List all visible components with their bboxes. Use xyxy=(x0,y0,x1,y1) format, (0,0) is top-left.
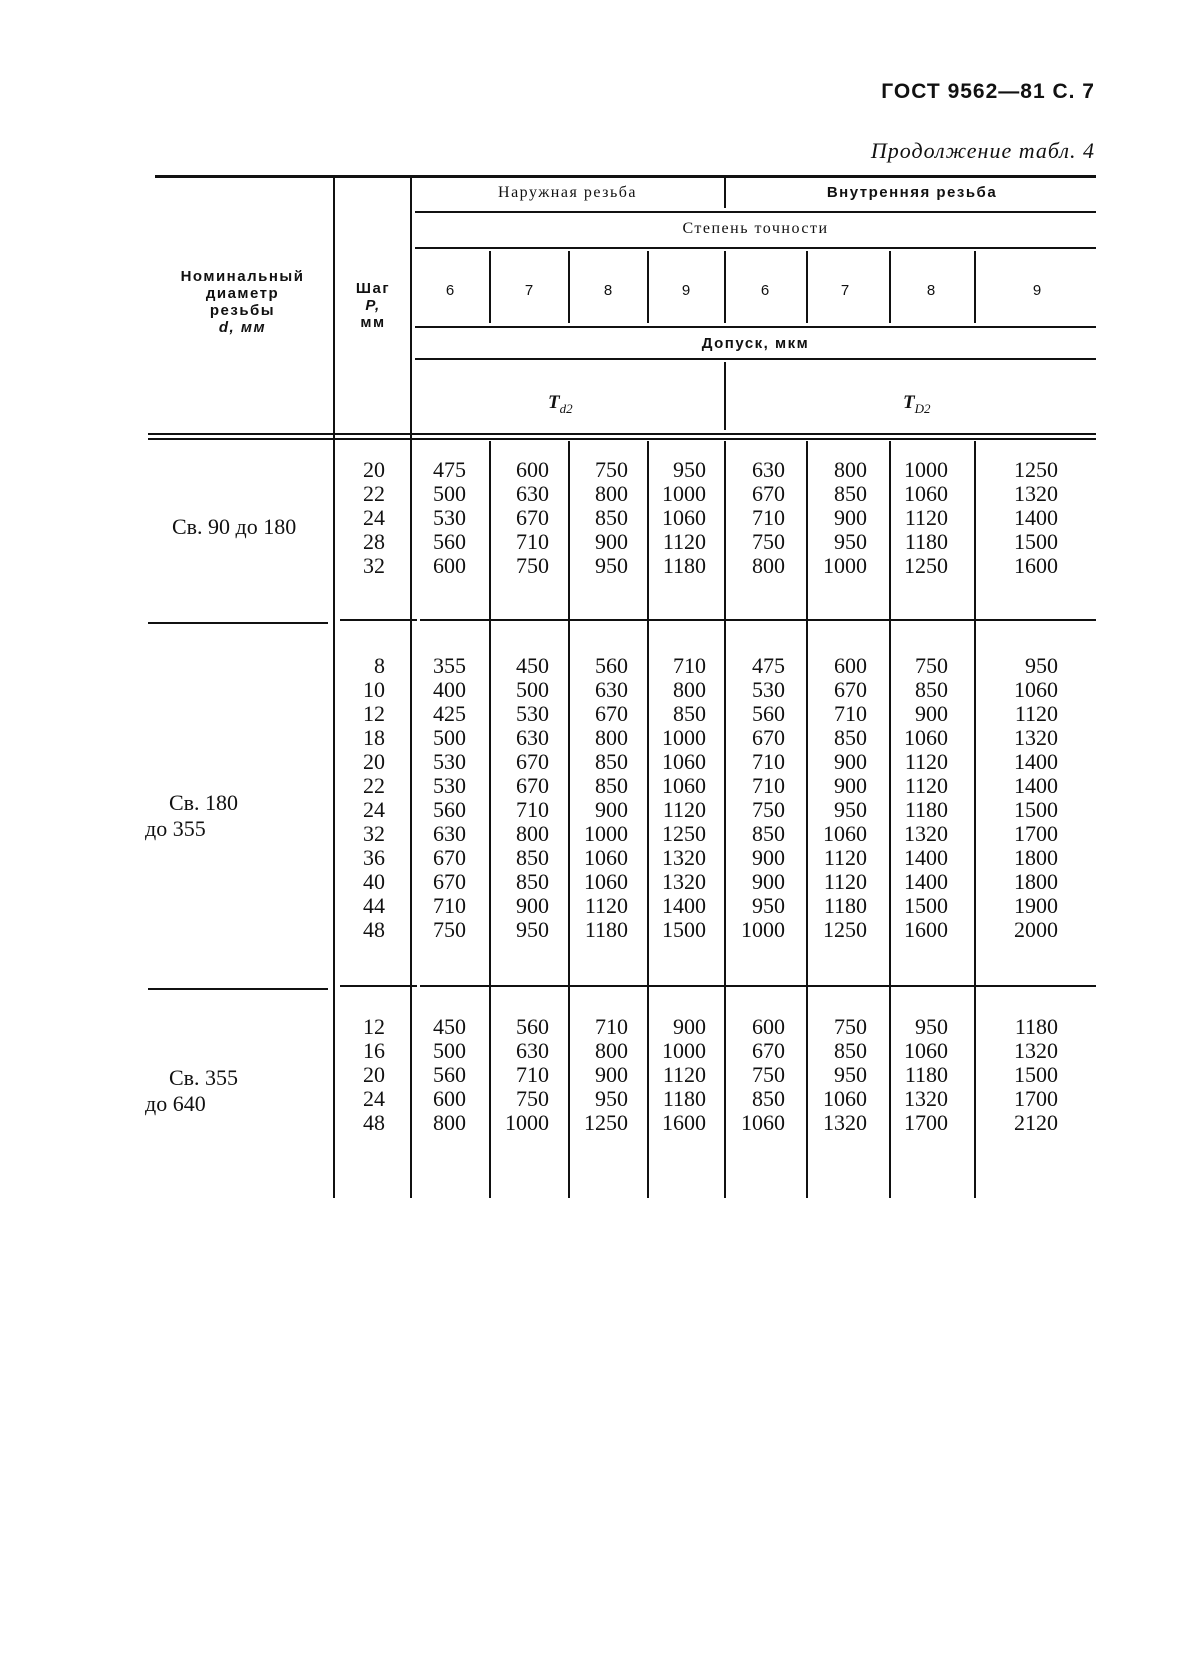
tolerance-cell: 1320 xyxy=(823,1110,867,1135)
tolerance-cell: 1600 xyxy=(662,1110,706,1135)
tolerance-cell: 1400 xyxy=(904,869,948,894)
tolerance-header: Допуск, мкм xyxy=(701,335,810,352)
tolerance-column xyxy=(662,654,706,942)
tolerance-cell: 1120 xyxy=(904,505,948,530)
tolerance-cell: 850 xyxy=(516,869,549,894)
tolerance-cell: 1320 xyxy=(662,869,706,894)
tolerance-cell: 1060 xyxy=(904,1038,948,1063)
tolerance-cell: 670 xyxy=(752,481,785,506)
internal-thread-header: Внутренняя резьба xyxy=(826,184,998,201)
tolerance-cell: 1120 xyxy=(823,845,867,870)
tolerance-cell: 1900 xyxy=(1014,893,1058,918)
tolerance-cell: 1250 xyxy=(662,821,706,846)
tolerance-cell: 950 xyxy=(752,893,785,918)
tolerance-cell: 1320 xyxy=(662,845,706,870)
tolerance-cell: 900 xyxy=(834,505,867,530)
tolerance-cell: 850 xyxy=(752,821,785,846)
tolerance-cell: 1120 xyxy=(823,869,867,894)
pitch-cell: 32 xyxy=(363,553,385,578)
tolerance-cell: 1120 xyxy=(584,893,628,918)
tolerance-cell: 630 xyxy=(516,1038,549,1063)
tolerance-cell: 850 xyxy=(595,749,628,774)
tolerance-cell: 600 xyxy=(433,1086,466,1111)
tolerance-cell: 600 xyxy=(752,1014,785,1039)
tolerance-cell: 1600 xyxy=(1014,553,1058,578)
tolerance-cell: 400 xyxy=(433,677,466,702)
grade-cell: 6 xyxy=(760,282,770,299)
tolerance-cell: 1180 xyxy=(662,553,706,578)
tolerance-cell: 950 xyxy=(673,457,706,482)
tolerance-cell: 500 xyxy=(433,481,466,506)
tolerance-cell: 950 xyxy=(834,797,867,822)
tolerance-cell: 1500 xyxy=(1014,1062,1058,1087)
tolerance-cell: 900 xyxy=(834,749,867,774)
tolerance-column xyxy=(516,458,549,578)
tolerance-cell: 1060 xyxy=(662,773,706,798)
tolerance-cell: 800 xyxy=(595,725,628,750)
td2-symbol: $T_{d2}$ xyxy=(548,392,573,416)
tolerance-cell: 1180 xyxy=(584,917,628,942)
tolerance-cell: 670 xyxy=(595,701,628,726)
tolerance-cell: 670 xyxy=(433,845,466,870)
tolerance-cell: 850 xyxy=(516,845,549,870)
tolerance-cell: 1000 xyxy=(904,457,948,482)
pitch-cell: 40 xyxy=(363,869,385,894)
tolerance-column xyxy=(741,1015,785,1135)
tolerance-cell: 2000 xyxy=(1014,917,1058,942)
tolerance-column xyxy=(823,458,867,578)
tolerance-cell: 670 xyxy=(516,505,549,530)
tolerance-cell: 900 xyxy=(595,1062,628,1087)
tolerance-cell: 560 xyxy=(433,1062,466,1087)
tolerance-cell: 670 xyxy=(752,725,785,750)
tolerance-cell: 950 xyxy=(595,553,628,578)
tolerance-cell: 630 xyxy=(516,481,549,506)
tolerance-cell: 600 xyxy=(834,653,867,678)
tolerance-cell: 750 xyxy=(595,457,628,482)
tolerance-cell: 1180 xyxy=(904,797,948,822)
pitch-cell: 24 xyxy=(363,505,385,530)
tolerance-cell: 2120 xyxy=(1014,1110,1058,1135)
tolerance-cell: 530 xyxy=(433,773,466,798)
tolerance-cell: 950 xyxy=(1025,653,1058,678)
tolerance-cell: 900 xyxy=(595,529,628,554)
tolerance-cell: 475 xyxy=(752,653,785,678)
tolerance-cell: 900 xyxy=(673,1014,706,1039)
tolerance-column xyxy=(505,1015,549,1135)
pitch-cell: 20 xyxy=(363,457,385,482)
tolerance-cell: 1000 xyxy=(505,1110,549,1135)
pitch-cell: 24 xyxy=(363,1086,385,1111)
group-label: Св. 180 до 355 xyxy=(145,790,239,841)
tolerance-cell: 750 xyxy=(915,653,948,678)
tolerance-cell: 1320 xyxy=(1014,725,1058,750)
pitch-cell: 16 xyxy=(363,1038,385,1063)
tolerance-cell: 900 xyxy=(752,869,785,894)
tolerance-cell: 1320 xyxy=(1014,1038,1058,1063)
tolerance-cell: 800 xyxy=(752,553,785,578)
tolerance-cell: 800 xyxy=(673,677,706,702)
tolerance-cell: 710 xyxy=(752,773,785,798)
tolerance-cell: 1060 xyxy=(1014,677,1058,702)
tolerance-column xyxy=(741,654,785,942)
tolerance-cell: 1180 xyxy=(904,529,948,554)
tolerance-column xyxy=(662,1015,706,1135)
tolerance-cell: 850 xyxy=(595,773,628,798)
tolerance-cell: 1060 xyxy=(904,481,948,506)
tolerance-cell: 1800 xyxy=(1014,869,1058,894)
tolerance-column xyxy=(904,458,948,578)
tolerance-cell: 1060 xyxy=(823,821,867,846)
tolerance-cell: 1060 xyxy=(584,845,628,870)
tolerance-cell: 1180 xyxy=(904,1062,948,1087)
tolerance-cell: 355 xyxy=(433,653,466,678)
grade-cell: 9 xyxy=(681,282,691,299)
tolerance-cell: 1120 xyxy=(904,773,948,798)
tolerance-cell: 850 xyxy=(595,505,628,530)
tolerance-cell: 800 xyxy=(595,1038,628,1063)
tolerance-cell: 560 xyxy=(516,1014,549,1039)
pitch-cell: 10 xyxy=(363,677,385,702)
tolerance-cell: 1320 xyxy=(904,821,948,846)
tolerance-cell: 500 xyxy=(516,677,549,702)
tolerance-cell: 1320 xyxy=(904,1086,948,1111)
tolerance-cell: 710 xyxy=(752,505,785,530)
tolerance-column xyxy=(584,654,628,942)
tolerance-cell: 1500 xyxy=(1014,797,1058,822)
tolerance-cell: 500 xyxy=(433,725,466,750)
pitch-cell: 24 xyxy=(363,797,385,822)
tolerance-cell: 710 xyxy=(433,893,466,918)
tolerance-column xyxy=(823,654,867,942)
tolerance-cell: 1180 xyxy=(662,1086,706,1111)
tolerance-cell: 750 xyxy=(516,1086,549,1111)
diameter-column-header: Номинальный диаметр резьбы d, мм xyxy=(180,268,305,336)
tolerance-cell: 1120 xyxy=(662,1062,706,1087)
tolerance-cell: 1700 xyxy=(904,1110,948,1135)
grade-cell: 9 xyxy=(1032,282,1042,299)
tolerance-cell: 1060 xyxy=(662,749,706,774)
tolerance-cell: 1320 xyxy=(1014,481,1058,506)
tolerance-cell: 750 xyxy=(752,797,785,822)
tolerance-cell: 450 xyxy=(516,653,549,678)
tolerance-cell: 670 xyxy=(516,749,549,774)
pitch-column-header: Шаг P, мм xyxy=(355,280,391,331)
tolerance-cell: 530 xyxy=(516,701,549,726)
tolerance-cell: 600 xyxy=(516,457,549,482)
tolerance-cell: 1060 xyxy=(823,1086,867,1111)
tolerance-column xyxy=(752,458,785,578)
grade-cell: 8 xyxy=(603,282,613,299)
tolerance-cell: 710 xyxy=(516,529,549,554)
tolerance-cell: 750 xyxy=(834,1014,867,1039)
tolerance-cell: 1060 xyxy=(584,869,628,894)
pitch-cell: 12 xyxy=(363,1014,385,1039)
tolerance-column xyxy=(433,1015,466,1135)
tolerance-cell: 1600 xyxy=(904,917,948,942)
tolerance-column xyxy=(433,458,466,578)
grade-cell: 7 xyxy=(840,282,850,299)
tolerance-cell: 710 xyxy=(595,1014,628,1039)
tolerance-cell: 950 xyxy=(516,917,549,942)
tolerance-cell: 1250 xyxy=(1014,457,1058,482)
pitch-column xyxy=(363,458,385,578)
tolerance-cell: 530 xyxy=(433,505,466,530)
tolerance-cell: 560 xyxy=(752,701,785,726)
pitch-column xyxy=(363,1015,385,1135)
pitch-cell: 36 xyxy=(363,845,385,870)
tolerance-cell: 710 xyxy=(673,653,706,678)
tolerance-cell: 670 xyxy=(752,1038,785,1063)
tolerance-cell: 750 xyxy=(752,529,785,554)
tolerance-cell: 670 xyxy=(834,677,867,702)
tolerance-cell: 530 xyxy=(752,677,785,702)
tolerance-column xyxy=(433,654,466,942)
tolerance-column xyxy=(595,458,628,578)
tolerance-cell: 750 xyxy=(752,1062,785,1087)
tolerance-cell: 1400 xyxy=(662,893,706,918)
tolerance-column xyxy=(516,654,549,942)
pitch-cell: 20 xyxy=(363,749,385,774)
tolerance-cell: 1500 xyxy=(904,893,948,918)
tolerance-cell: 900 xyxy=(516,893,549,918)
tolerance-cell: 800 xyxy=(516,821,549,846)
tolerance-cell: 670 xyxy=(516,773,549,798)
tolerance-cell: 1000 xyxy=(662,481,706,506)
tolerance-cell: 1400 xyxy=(904,845,948,870)
grade-cell: 8 xyxy=(926,282,936,299)
pitch-cell: 22 xyxy=(363,773,385,798)
group-label: Св. 90 до 180 xyxy=(172,514,297,539)
pitch-cell: 8 xyxy=(374,653,385,678)
tolerance-cell: 1400 xyxy=(1014,749,1058,774)
tolerance-cell: 630 xyxy=(595,677,628,702)
tolerance-cell: 1000 xyxy=(662,725,706,750)
tolerance-cell: 800 xyxy=(595,481,628,506)
tolerance-cell: 850 xyxy=(915,677,948,702)
tolerance-cell: 710 xyxy=(752,749,785,774)
pitch-column xyxy=(363,654,385,942)
tolerance-cell: 710 xyxy=(516,1062,549,1087)
group-label: Св. 355 до 640 xyxy=(145,1065,239,1116)
pitch-cell: 48 xyxy=(363,917,385,942)
tolerance-cell: 710 xyxy=(834,701,867,726)
tolerance-cell: 1060 xyxy=(904,725,948,750)
tolerance-cell: 560 xyxy=(433,529,466,554)
tolerance-column xyxy=(1014,1015,1058,1135)
tolerance-column xyxy=(904,654,948,942)
tolerance-column xyxy=(1014,654,1058,942)
tolerance-cell: 500 xyxy=(433,1038,466,1063)
tolerance-cell: 1000 xyxy=(662,1038,706,1063)
pitch-cell: 22 xyxy=(363,481,385,506)
tolerance-cell: 1700 xyxy=(1014,821,1058,846)
table-continuation-caption: Продолжение табл. 4 xyxy=(870,138,1095,163)
tolerance-cell: 425 xyxy=(433,701,466,726)
tolerance-cell: 850 xyxy=(752,1086,785,1111)
tolerance-cell: 710 xyxy=(516,797,549,822)
tolerance-cell: 475 xyxy=(433,457,466,482)
tolerance-cell: 600 xyxy=(433,553,466,578)
tolerance-column xyxy=(584,1015,628,1135)
tolerance-cell: 950 xyxy=(834,1062,867,1087)
tolerance-cell: 1120 xyxy=(1014,701,1058,726)
precision-grade-header: Степень точности xyxy=(682,220,829,237)
tolerance-cell: 450 xyxy=(433,1014,466,1039)
tolerance-cell: 1000 xyxy=(823,553,867,578)
tolerance-cell: 1250 xyxy=(904,553,948,578)
grade-cell: 7 xyxy=(524,282,534,299)
tolerance-cell: 630 xyxy=(752,457,785,482)
tolerance-cell: 950 xyxy=(595,1086,628,1111)
pitch-cell: 28 xyxy=(363,529,385,554)
tolerance-cell: 670 xyxy=(433,869,466,894)
tolerance-cell: 850 xyxy=(673,701,706,726)
tolerance-cell: 950 xyxy=(834,529,867,554)
page-title: ГОСТ 9562—81 С. 7 xyxy=(881,80,1095,103)
tolerance-cell: 1180 xyxy=(823,893,867,918)
grade-cell: 6 xyxy=(445,282,455,299)
tolerance-cell: 1120 xyxy=(662,529,706,554)
tolerance-column xyxy=(1014,458,1058,578)
pitch-cell: 18 xyxy=(363,725,385,750)
tolerance-cell: 850 xyxy=(834,1038,867,1063)
tolerance-cell: 1250 xyxy=(823,917,867,942)
tolerance-cell: 1500 xyxy=(1014,529,1058,554)
tolerance-cell: 900 xyxy=(915,701,948,726)
tolerance-cell: 1000 xyxy=(584,821,628,846)
tolerance-column xyxy=(662,458,706,578)
tolerance-cell: 1060 xyxy=(741,1110,785,1135)
tolerance-cell: 530 xyxy=(433,749,466,774)
tolerance-cell: 1060 xyxy=(662,505,706,530)
pitch-cell: 32 xyxy=(363,821,385,846)
tolerance-cell: 900 xyxy=(752,845,785,870)
external-thread-header: Наружная резьба xyxy=(498,184,637,201)
tolerance-column xyxy=(823,1015,867,1135)
tolerance-cell: 950 xyxy=(915,1014,948,1039)
tolerance-cell: 630 xyxy=(433,821,466,846)
tolerance-cell: 1250 xyxy=(584,1110,628,1135)
tolerance-cell: 1000 xyxy=(741,917,785,942)
tolerance-cell: 560 xyxy=(595,653,628,678)
tolerance-cell: 1400 xyxy=(1014,505,1058,530)
tolerance-cell: 1400 xyxy=(1014,773,1058,798)
tolerance-cell: 630 xyxy=(516,725,549,750)
tolerance-column xyxy=(904,1015,948,1135)
tolerance-cell: 1120 xyxy=(662,797,706,822)
pitch-cell: 48 xyxy=(363,1110,385,1135)
tolerance-cell: 1800 xyxy=(1014,845,1058,870)
tolerance-cell: 1120 xyxy=(904,749,948,774)
tolerance-cell: 800 xyxy=(834,457,867,482)
pitch-cell: 12 xyxy=(363,701,385,726)
pitch-cell: 44 xyxy=(363,893,385,918)
tD2-symbol: $T_{D2}$ xyxy=(903,392,931,416)
tolerance-cell: 750 xyxy=(433,917,466,942)
tolerance-cell: 750 xyxy=(516,553,549,578)
tolerance-cell: 1700 xyxy=(1014,1086,1058,1111)
tolerance-cell: 1500 xyxy=(662,917,706,942)
tolerance-cell: 850 xyxy=(834,481,867,506)
pitch-cell: 20 xyxy=(363,1062,385,1087)
tolerance-cell: 900 xyxy=(834,773,867,798)
tolerance-cell: 800 xyxy=(433,1110,466,1135)
tolerance-cell: 850 xyxy=(834,725,867,750)
tolerance-cell: 1180 xyxy=(1014,1014,1058,1039)
tolerance-cell: 560 xyxy=(433,797,466,822)
tolerance-cell: 900 xyxy=(595,797,628,822)
